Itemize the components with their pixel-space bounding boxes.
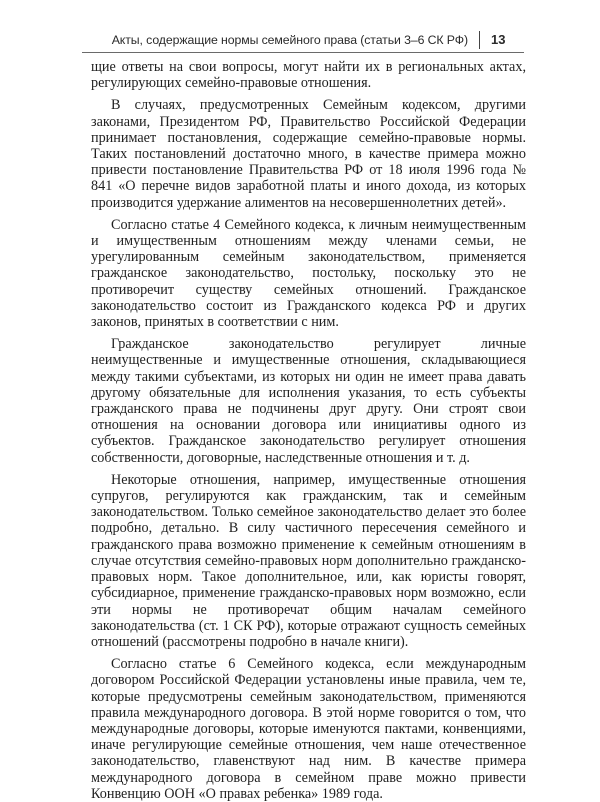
header-rule: [82, 52, 524, 53]
running-header: [0, 0, 600, 60]
paragraph-subsidiary-application: Некоторые отношения, например, имущественные отношения супругов, регулируются как гражданским, так и семейным законодательством. Только семейное законодательство делает это более подробно, детально. В силу частичного пересечения семейного и гражданского права возможно применение к семейным отношениям в случае отсутствия семейно-правовых норм дополнительно гражданско-правовых норм. Такое дополнительное, или, как юристы говорят, субсидиарное, применение гражданско-правовых норм возможно, если эти нормы не противоречат общим началам семейного законодательства (ст. 1 СК РФ), которые отражают сущность семейных отношений (рассмотрены подробно в начале книги).: [91, 471, 526, 650]
page-number: 13: [491, 32, 506, 47]
paragraph-article-4: Согласно статье 4 Семейного кодекса, к личным неимущественным и имущественным отношениям между членами семьи, не урегулированным семейным законодательством, применяется гражданское законодательство, постольку, поскольку это не противоречит существу семейных отношений. Гражданское законодательство состоит из Гражданского кодекса РФ и других законов, принятых в соответствии с ним.: [91, 216, 526, 331]
header-divider: [479, 31, 480, 49]
running-header-title: Акты, содержащие нормы семейного права (статьи 3–6 СК РФ): [111, 33, 468, 47]
body-text: [91, 59, 526, 802]
paragraph-article-6: Согласно статье 6 Семейного кодекса, если международным договором Российской Федерации установлены иные правила, чем те, которые предусмотрены семейным законодательством, применяются правила международного договора. В этой норме говорится о том, что международные договоры, которые именуются пактами, конвенциями, иначе регулирующие семейные отношения, чем наше отечественное законодательство, главенствуют над ним. В качестве примера международного договора в семейном праве можно привести Конвенцию ООН «О правах ребенка» 1989 года.: [91, 656, 526, 802]
paragraph-government-decrees: В случаях, предусмотренных Семейным кодексом, другими законами, Президентом РФ, Правительство Российской Федерации принимает постановления, содержащие семейно-правовые нормы. Таких постановлений достаточно много, в качестве примера можно привести постановление Правительства РФ от 18 июля 1996 года № 841 «О перечне видов заработной платы и иного дохода, из которых производится удержание алиментов на несовершеннолетних детей».: [91, 97, 526, 211]
paragraph-civil-law: Гражданское законодательство регулирует личные неимущественные и имущественные отношения, складывающиеся между такими субъектами, из которых ни один не имеет права давать другому обязательные для исполнения указания, то есть субъекты гражданского права не подчинены друг другу. Они строят свои отношения на основании договора или инициативы одного из субъектов. Гражданское законодательство регулирует отношения собственности, договорные, наследственные отношения и т. д.: [91, 336, 526, 466]
paragraph-continuation: щие ответы на свои вопросы, могут найти их в региональных актах, регулирующих семейно-правовые отношения.: [91, 59, 526, 92]
